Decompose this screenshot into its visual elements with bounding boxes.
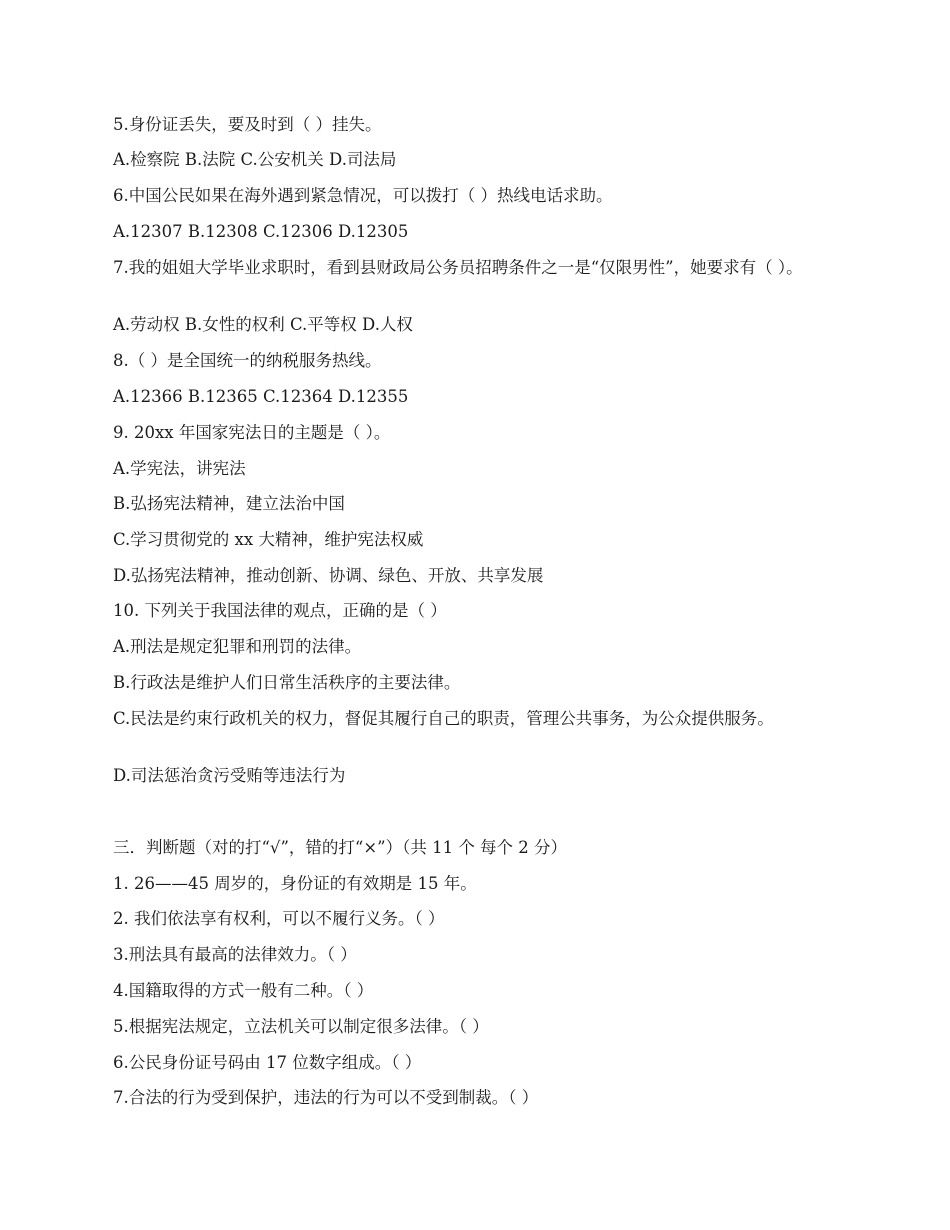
question-10-option-c: C.民法是约束行政机关的权力，督促其履行自己的职责，管理公共事务，为公众提供服务。	[113, 709, 774, 728]
judgment-5: 5.根据宪法规定，立法机关可以制定很多法律。（ ）	[113, 1017, 489, 1036]
section-heading-true-false: 三．判断题（对的打“√”，错的打“×”）（共 11 个 每个 2 分）	[113, 838, 568, 857]
question-10: 10. 下列关于我国法律的观点，正确的是（ ）	[113, 601, 447, 620]
question-10-option-d: D.司法惩治贪污受贿等违法行为	[113, 766, 346, 785]
judgment-2: 2. 我们依法享有权利，可以不履行义务。（ ）	[113, 909, 445, 928]
judgment-1: 1. 26——45 周岁的，身份证的有效期是 15 年。	[113, 874, 477, 893]
question-7: 7.我的姐姐大学毕业求职时，看到县财政局公务员招聘条件之一是“仅限男性”，她要求有（ ）。	[113, 258, 803, 277]
question-9-option-a: A.学宪法，讲宪法	[113, 459, 246, 478]
judgment-6: 6.公民身份证号码由 17 位数字组成。（ ）	[113, 1053, 422, 1072]
question-9-option-c: C.学习贯彻党的 xx 大精神，维护宪法权威	[113, 530, 424, 549]
question-6-options: A.12307 B.12308 C.12306 D.12305	[113, 222, 409, 241]
question-8: 8.（ ）是全国统一的纳税服务热线。	[113, 351, 382, 370]
question-7-options: A.劳动权 B.女性的权利 C.平等权 D.人权	[113, 315, 413, 334]
question-8-options: A.12366 B.12365 C.12364 D.12355	[113, 387, 409, 406]
question-9-option-d: D.弘扬宪法精神，推动创新、协调、绿色、开放、共享发展	[113, 566, 544, 585]
judgment-3: 3.刑法具有最高的法律效力。（ ）	[113, 945, 357, 964]
judgment-4: 4.国籍取得的方式一般有二种。（ ）	[113, 981, 374, 1000]
question-9-option-b: B.弘扬宪法精神，建立法治中国	[113, 494, 345, 513]
question-10-option-a: A.刑法是规定犯罪和刑罚的法律。	[113, 637, 362, 656]
question-6: 6.中国公民如果在海外遇到紧急情况，可以拨打（ ）热线电话求助。	[113, 186, 613, 205]
question-10-option-b: B.行政法是维护人们日常生活秩序的主要法律。	[113, 673, 461, 692]
judgment-7: 7.合法的行为受到保护，违法的行为可以不受到制裁。（ ）	[113, 1088, 539, 1107]
question-5: 5.身份证丢失，要及时到（ ）挂失。	[113, 115, 382, 134]
question-5-options: A.检察院 B.法院 C.公安机关 D.司法局	[113, 150, 397, 169]
question-9: 9. 20xx 年国家宪法日的主题是（ ）。	[113, 423, 391, 442]
